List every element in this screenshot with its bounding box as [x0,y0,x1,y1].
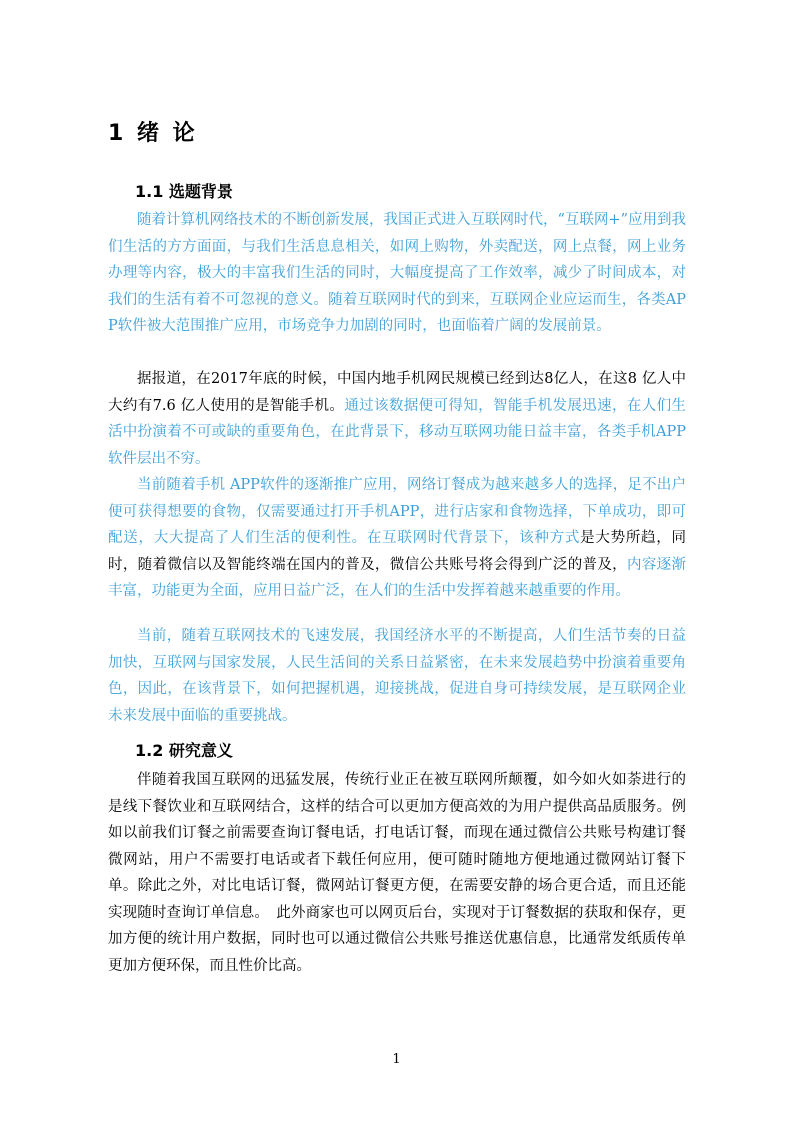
paragraph-text-highlight: 内容逐渐丰富，功能更为全面，应用日益广泛，在人们的生活中发挥着越来越重要的作用。 [108,556,687,599]
paragraph-background-3 [108,472,686,605]
section-title-significance: 1.2 研究意义 [135,741,233,760]
paragraph-text: 当前，随着互联网技术的飞速发展，我国经济水平的不断提高，人们生活节奏的日益加快，互联网与国家发展，人民生活间的关系日益紧密，在未来发展趋势中扮演着重要角色，因此，在该背景下，如何把握机遇，迎接挑战，促进自身可持续发展，是互联网企业未来发展中面临的重要挑战。 [108,628,686,724]
paragraph-background-2 [108,366,686,472]
paragraph-text: 据报道，在2017年底的时候，中国内地手机网民规模已经到达8亿人，在这8 亿人中大约有7.6 亿人使用的是智能手机。 [108,371,686,414]
chapter-title: 1 绪 论 [108,121,198,146]
paragraph-significance-1 [108,767,686,979]
section-title-background: 1.1 选题背景 [135,182,233,201]
paragraph-background-1 [108,207,686,340]
paragraph-text: 伴随着我国互联网的迅猛发展，传统行业正在被互联网所颠覆，如今如火如荼进行的是线下餐饮业和互联网结合，这样的结合可以更加方便高效的为用户提供高品质服务。例如以前我们订餐之前需要查询订餐电话，打电话订餐，而现在通过微信公共账号构建订餐微网站，用户不需要打电话或者下载任何应用，便可随时随地方便地通过微网站订餐下单。除此之外，对比电话订餐，微网站订餐更方便，在需要安静的场合更合适，而且还能实现随时查询订单信息。 此外商家也可以网页后台，实现对于订餐数据的获取和保存，更加方便的统计用户数据，同时也可以通过微信公共账号推送优惠信息，比通常发纸质传单更加方便环保，而且性价比高。 [108,772,686,974]
page-number: 1 [392,1052,401,1067]
paragraph-text: 随着计算机网络技术的不断创新发展，我国正式进入互联网时代，“互联网+”应用到我们生活的方方面面，与我们生活息息相关，如网上购物，外卖配送，网上点餐，网上业务办理等内容，极大的丰富我们生活的同时，大幅度提高了工作效率，减少了时间成本，对我们的生活有着不可忽视的意义。随着互联网时代的到来，互联网企业应运而生，各类APP软件被大范围推广应用，市场竞争力加剧的同时，也面临着广阔的发展前景。 [108,212,686,334]
paragraph-background-4 [108,623,686,729]
paragraph-text: 是大势所趋，同时，随着微信以及智能终端在国内的普及，微信公共账号将会得到广泛的普及， [108,530,687,573]
paragraph-text-highlight: 当前随着手机 APP软件的逐渐推广应用，网络订餐成为越来越多人的选择，足不出户便可获得想要的食物，仅需要通过打开手机APP，进行店家和食物选择，下单成功，即可配送，大大提高了人们生活的便利性。在互联网时代背景下，该种方式 [108,477,686,546]
paragraph-text-highlight: 通过该数据便可得知，智能手机发展迅速，在人们生活中扮演着不可或缺的重要角色，在此背景下，移动互联网功能日益丰富，各类手机APP软件层出不穷。 [108,397,687,467]
